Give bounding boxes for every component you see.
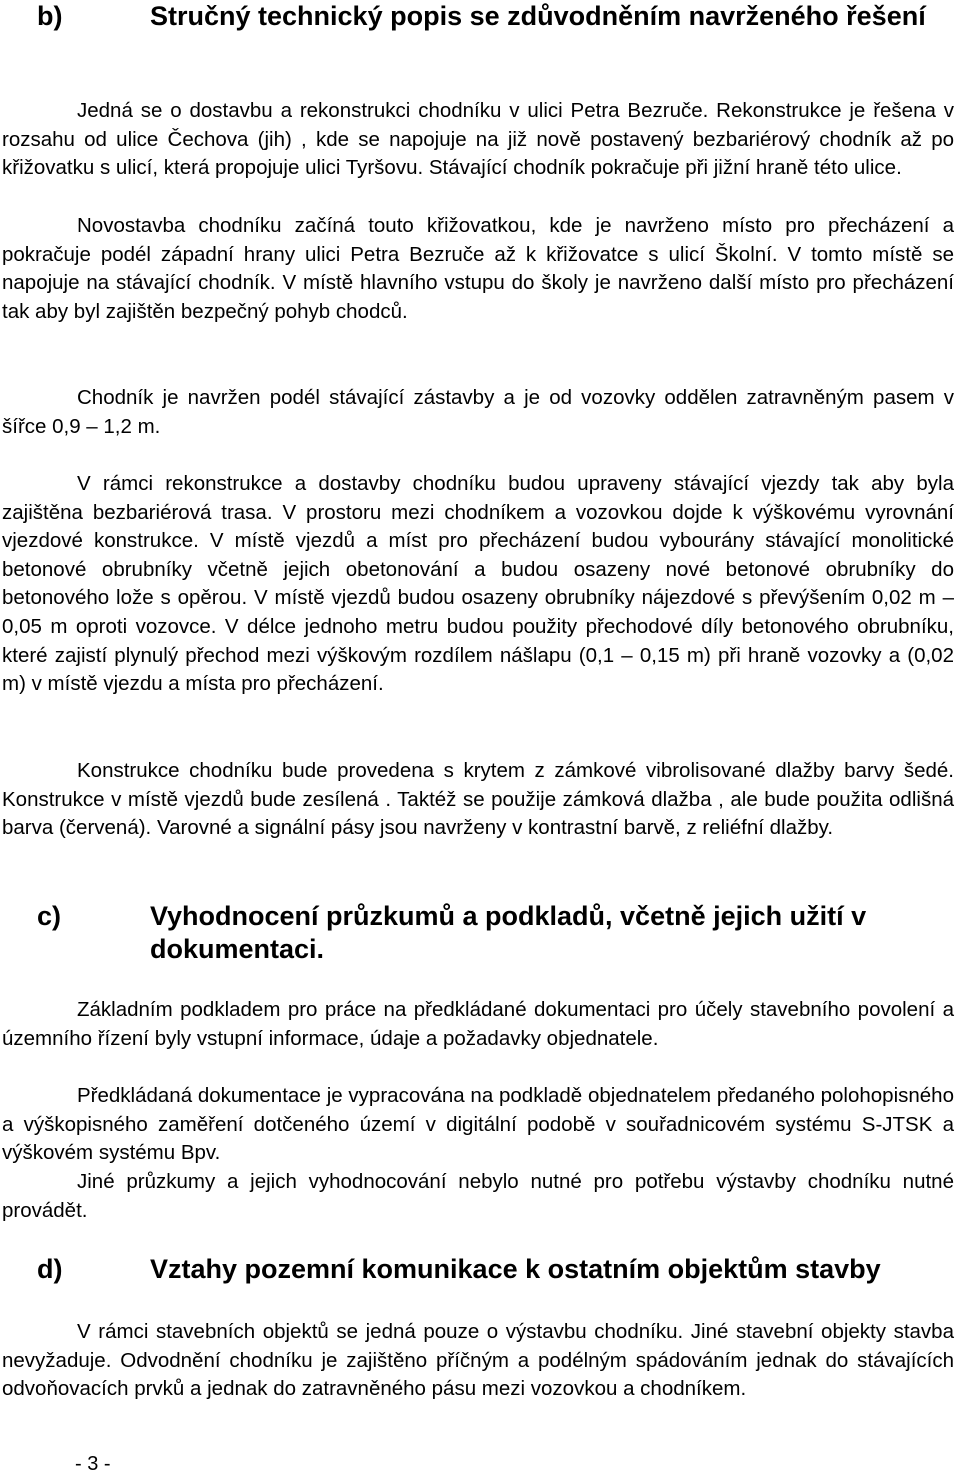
section-title: Stručný technický popis se zdůvodněním navrženého řešení bbox=[150, 1, 926, 31]
section-letter: b) bbox=[37, 1, 63, 31]
paragraph: Předkládaná dokumentace je vypracována na podkladě objednatelem předaného polohopisného a výškopisného zaměření dotčeného území v digitální podobě v souřadnicovém systému S-JTSK a výškovém systému Bpv. bbox=[2, 1084, 954, 1165]
section-title: Vyhodnocení průzkumů a podkladů, včetně jejich užití v dokumentaci. bbox=[150, 901, 867, 964]
section-letter: d) bbox=[37, 1254, 63, 1284]
page-number: - 3 - bbox=[75, 1453, 111, 1475]
paragraph: Jiné průzkumy a jejich vyhodnocování nebylo nutné pro potřebu výstavby chodníku nutné provádět. bbox=[2, 1170, 954, 1222]
section-letter: c) bbox=[37, 901, 62, 931]
paragraph: Chodník je navržen podél stávající zástavby a je od vozovky oddělen zatravněným pasem v šířce 0,9 – 1,2 m. bbox=[2, 386, 954, 438]
paragraph: V rámci rekonstrukce a dostavby chodníku budou upraveny stávající vjezdy tak aby byla zajištěna bezbariérová trasa. V prostoru mezi chodníkem a vozovkou dojde k výškovému vyrovnání vjezdové konstrukce. V místě vjezdů a míst pro přecházení budou vybourány stávající monolitické betonové obrubníky včetně jejich obetonování a budou osazeny nové betonové obrubníky do betonového lože s opěrou. V místě vjezdů budou osazeny obrubníky nájezdové s převýšením 0,02 m – 0,05 m oproti vozovce. V délce jednoho metru budou použity přechodové díly betonového obrubníku, které zajistí plynulý přechod mezi výškovým rozdílem nášlapu (0,1 – 0,15 m) při hraně vozovky a (0,02 m) v místě vjezdu a místa pro přecházení. bbox=[2, 472, 954, 696]
paragraph: Novostavba chodníku začíná touto křižovatkou, kde je navrženo místo pro přecházení a pokračuje podél západní hrany ulici Petra Bezruče až k křižovatce s ulicí Školní. V tomto místě se napojuje na stávající chodník. V místě hlavního vstupu do školy je navrženo další místo pro přecházení tak aby byl zajištěn bezpečný pohyb chodců. bbox=[2, 214, 954, 323]
paragraph: Jedná se o dostavbu a rekonstrukci chodníku v ulici Petra Bezruče. Rekonstrukce je řešena v rozsahu od ulice Čechova (jih) , kde se napojuje na již nově postavený bezbariérový chodník až po křižovatku s ulicí, která propojuje ulici Tyršovu. Stávající chodník pokračuje při jižní hraně této ulice. bbox=[2, 99, 954, 180]
paragraph: V rámci stavebních objektů se jedná pouze o výstavbu chodníku. Jiné stavební objekty stavba nevyžaduje. Odvodnění chodníku je zajištěno příčným a podélným spádováním jednak do stávajících odvoňovacích prvků a jednak do zatravněného pásu mezi vozovkou a chodníkem. bbox=[2, 1320, 954, 1401]
paragraph: Konstrukce chodníku bude provedena s krytem z zámkové vibrolisované dlažby barvy šedé. Konstrukce v místě vjezdů bude zesílená . Taktéž se použije zámková dlažba , ale bude použita odlišná barva (červená). Varovné a signální pásy jsou navrženy v kontrastní barvě, z reliéfní dlažby. bbox=[2, 759, 954, 840]
section-title: Vztahy pozemní komunikace k ostatním objektům stavby bbox=[150, 1254, 881, 1284]
paragraph: Základním podkladem pro práce na předkládané dokumentaci pro účely stavebního povolení a územního řízení byly vstupní informace, údaje a požadavky objednatele. bbox=[2, 998, 954, 1050]
